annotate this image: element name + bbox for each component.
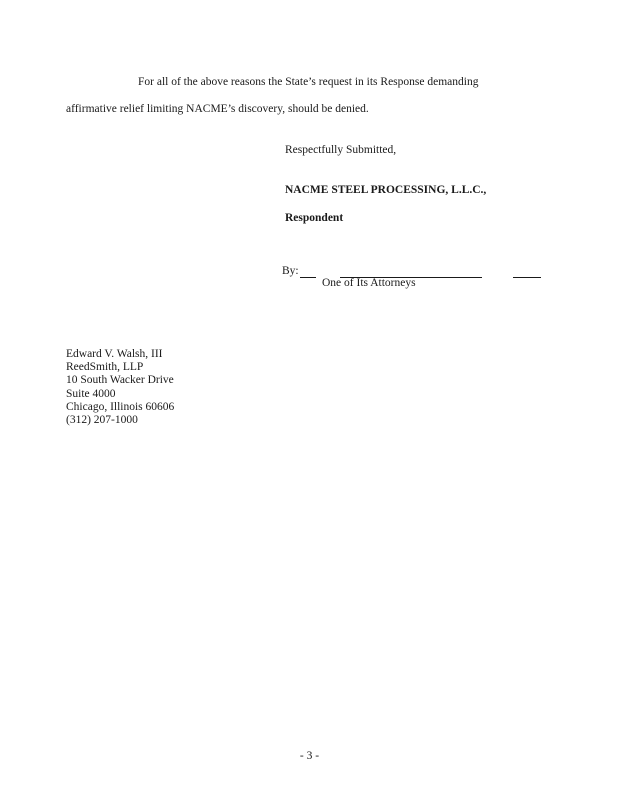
paragraph-line-2: affirmative relief limiting NACME’s discovery, should be denied.	[66, 103, 369, 115]
signature-line-segment	[300, 277, 316, 278]
address-line: Chicago, Illinois 60606	[66, 400, 175, 413]
address-line: (312) 207-1000	[66, 414, 138, 427]
by-label: By:	[282, 265, 299, 277]
address-line: Edward V. Walsh, III	[66, 348, 163, 360]
attorney-address-block	[66, 348, 174, 427]
closing-text: Respectfully Submitted,	[285, 144, 397, 156]
signature-line-segment	[513, 277, 541, 278]
company-name: NACME STEEL PROCESSING, L.L.C.,	[285, 184, 487, 196]
address-line: ReedSmith, LLP	[66, 361, 144, 374]
attorney-caption: One of Its Attorneys	[322, 277, 416, 289]
address-line: Suite 4000	[66, 387, 116, 400]
paragraph-line-1: For all of the above reasons the State’s request in its Response demanding	[138, 76, 479, 88]
page-number: - 3 -	[299, 750, 320, 762]
address-line: 10 South Wacker Drive	[66, 374, 174, 387]
signature-row	[282, 265, 299, 277]
respondent-label: Respondent	[285, 212, 344, 224]
